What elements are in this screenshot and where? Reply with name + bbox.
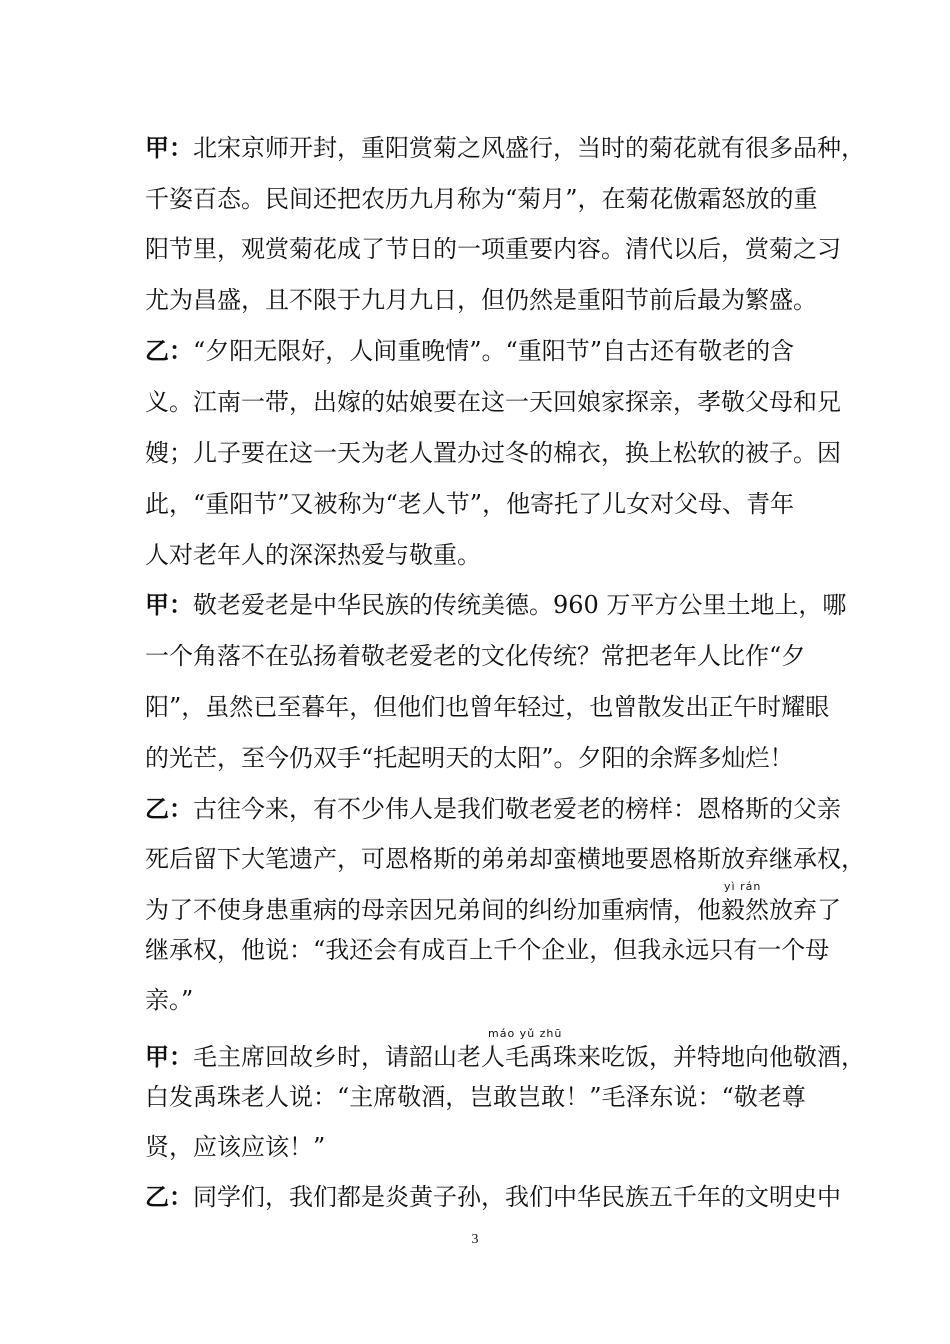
pinyin-annotation: máo yǔ zhū bbox=[488, 1027, 563, 1040]
speaker-label: 甲： bbox=[145, 1043, 193, 1071]
text-line: 尤为昌盛，且不限于九月九日，但仍然是重阳节前后最为繁盛。 bbox=[145, 286, 817, 314]
text-line: 为了不使身患重病的母亲因兄弟间的纠纷加重病情，他毅然放弃了 bbox=[145, 896, 841, 924]
text-line: 的光芒，至今仍双手“托起明天的太阳”。夕阳的余辉多灿烂！ bbox=[145, 744, 794, 772]
text-line: 继承权，他说：“我还会有成百上千个企业，但我永远只有一个母 bbox=[145, 936, 830, 964]
speaker-label: 乙： bbox=[145, 795, 193, 823]
text-line: 死后留下大笔遗产，可恩格斯的弟弟却蛮横地要恩格斯放弃继承权， bbox=[145, 845, 865, 873]
pinyin-annotation: yì rán bbox=[724, 880, 762, 893]
page-number: 3 bbox=[471, 1232, 479, 1247]
text-line: 甲：北宋京师开封，重阳赏菊之风盛行，当时的菊花就有很多品种， bbox=[145, 134, 865, 162]
text-line: 千姿百态。民间还把农历九月称为“菊月”，在菊花傲霜怒放的重 bbox=[145, 185, 818, 213]
speaker-label: 乙： bbox=[145, 337, 193, 365]
text-line: 义。江南一带，出嫁的姑娘要在这一天回娘家探亲，孝敬父母和兄 bbox=[145, 388, 841, 416]
text-line: 乙：古往今来，有不少伟人是我们敬老爱老的榜样：恩格斯的父亲 bbox=[145, 795, 841, 823]
text-line: 亲。” bbox=[145, 986, 194, 1014]
text-line: 阳”，虽然已至暮年，但他们也曾年轻过，也曾散发出正午时耀眼 bbox=[145, 693, 830, 721]
text-line: 此，“重阳节”又被称为“老人节”，他寄托了儿女对父母、青年 bbox=[145, 490, 795, 518]
speaker-label: 甲： bbox=[145, 591, 193, 619]
text-line: 阳节里，观赏菊花成了节日的一项重要内容。清代以后，赏菊之习 bbox=[145, 235, 841, 263]
text-line: 甲：敬老爱老是中华民族的传统美德。960 万平方公里土地上，哪 bbox=[145, 591, 847, 619]
text-line: 嫂；儿子要在这一天为老人置办过冬的棉衣，换上松软的被子。因 bbox=[145, 439, 841, 467]
text-line: 人对老年人的深深热爱与敬重。 bbox=[145, 541, 481, 569]
text-line: 白发禹珠老人说：“主席敬酒，岂敢岂敢！”毛泽东说：“敬老尊 bbox=[145, 1083, 806, 1111]
text-line: 乙：“夕阳无限好，人间重晚情”。“重阳节”自古还有敬老的含 bbox=[145, 337, 795, 365]
text-line: 甲：毛主席回故乡时，请韶山老人毛禹珠来吃饭，并特地向他敬酒， bbox=[145, 1043, 865, 1071]
text-line: 贤，应该应该！” bbox=[145, 1133, 326, 1161]
text-line: 一个角落不在弘扬着敬老爱老的文化传统？常把老年人比作“夕 bbox=[145, 642, 806, 670]
speaker-label: 乙： bbox=[145, 1183, 193, 1211]
text-line: 乙：同学们，我们都是炎黄子孙，我们中华民族五千年的文明史中 bbox=[145, 1183, 841, 1211]
speaker-label: 甲： bbox=[145, 134, 193, 162]
